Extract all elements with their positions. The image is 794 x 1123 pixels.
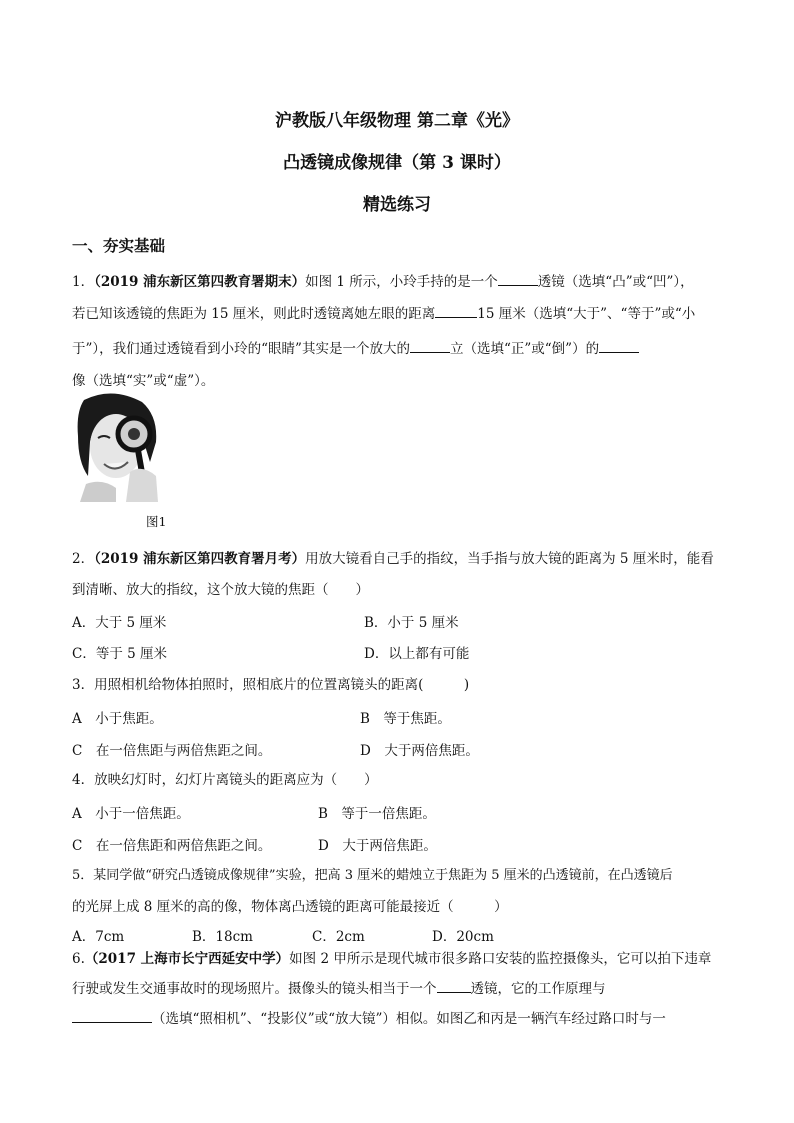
figure-1-photo	[72, 392, 170, 502]
question-6-line-1	[72, 949, 732, 969]
question-3-stem: 3．用照相机给物体拍照时，照相底片的位置离镜头的距离( )	[72, 677, 470, 693]
option-b[interactable]: B．18cm	[192, 929, 253, 945]
question-text: 如图 1 所示，小玲手持的是一个	[305, 274, 498, 290]
question-2-line-2: 到清晰、放大的指纹，这个放大镜的焦距（ ）	[72, 582, 369, 598]
option-a[interactable]: A．大于 5 厘米	[72, 615, 167, 631]
question-text: 立（选填“正”或“倒”）的	[449, 341, 600, 357]
answer-blank[interactable]	[437, 978, 471, 993]
question-text: 于”），我们通过透镜看到小玲的“眼睛”其实是一个放大的	[72, 341, 410, 357]
question-text: 用放大镜看自己手的指纹，当手指与放大镜的距离为 5 厘米时，能看	[305, 551, 714, 567]
option-c[interactable]: C．等于 5 厘米	[72, 646, 168, 662]
option-b[interactable]: B 等于一倍焦距。	[318, 806, 436, 822]
option-c[interactable]: C 在一倍焦距与两倍焦距之间。	[72, 743, 272, 759]
question-text: 透镜（选填“凸”或“凹”），	[537, 274, 694, 290]
question-5-line-1: 5．某同学做“研究凸透镜成像规律”实验，把高 3 厘米的蜡烛立于焦距为 5 厘米的凸透镜前，在凸透镜后	[72, 868, 673, 883]
question-source: （2017 上海市长宁西延安中学）	[84, 951, 290, 967]
question-text: 如图 2 甲所示是现代城市很多路口安装的监控摄像头，它可以拍下违章	[289, 951, 712, 967]
question-source: （2019 浦东新区第四教育署月考）	[94, 551, 306, 567]
answer-blank[interactable]	[435, 303, 477, 318]
question-1-line-3	[72, 338, 732, 359]
question-number: 2．	[72, 551, 95, 567]
answer-blank[interactable]	[72, 1008, 152, 1023]
question-text: 行驶或发生交通事故时的现场照片。摄像头的镜头相当于一个	[72, 981, 437, 997]
option-a[interactable]: A 小于一倍焦距。	[72, 806, 190, 822]
answer-blank[interactable]	[498, 271, 538, 286]
option-d[interactable]: D 大于两倍焦距。	[318, 838, 437, 854]
option-c[interactable]: C．2cm	[312, 929, 365, 945]
page-section-title: 精选练习	[363, 195, 431, 215]
question-2-line-1	[72, 549, 732, 569]
option-b[interactable]: B 等于焦距。	[360, 711, 451, 727]
option-d[interactable]: D．以上都有可能	[364, 646, 470, 662]
page-title: 沪教版八年级物理 第二章《光》	[275, 111, 519, 131]
option-d[interactable]: D．20cm	[432, 929, 494, 945]
question-text: 透镜，它的工作原理与	[470, 981, 606, 997]
question-6-line-2	[72, 978, 732, 999]
option-a[interactable]: A．7cm	[72, 929, 125, 945]
option-d[interactable]: D 大于两倍焦距。	[360, 743, 479, 759]
answer-blank[interactable]	[410, 338, 450, 353]
answer-blank[interactable]	[599, 338, 639, 353]
question-text: （选填“照相机”、“投影仪”或“放大镜”）相似。如图乙和丙是一辆汽车经过路口时与一	[152, 1011, 666, 1027]
question-6-line-3	[72, 1008, 732, 1029]
option-c[interactable]: C 在一倍焦距和两倍焦距之间。	[72, 838, 272, 854]
section-heading: 一、夯实基础	[72, 236, 166, 255]
question-text: 15 厘米（选填“大于”、“等于”或“小	[477, 306, 696, 322]
question-number: 1．	[72, 274, 95, 290]
question-5-line-2: 的光屏上成 8 厘米的高的像，物体离凸透镜的距离可能最接近（ ）	[72, 899, 508, 915]
question-4-stem: 4．放映幻灯时，幻灯片离镜头的距离应为（ ）	[72, 772, 378, 788]
question-1-line-2	[72, 303, 732, 324]
question-text: 若已知该透镜的焦距为 15 厘米，则此时透镜离她左眼的距离	[72, 306, 436, 322]
question-source: （2019 浦东新区第四教育署期末）	[94, 274, 306, 290]
figure-1-caption: 图1	[146, 514, 167, 529]
question-1-line-4: 像（选填“实”或“虚”）。	[72, 373, 215, 389]
question-1-line-1	[72, 271, 732, 292]
option-a[interactable]: A 小于焦距。	[72, 711, 163, 727]
question-number: 6.	[72, 951, 85, 967]
page-subtitle: 凸透镜成像规律（第 3 课时）	[283, 153, 511, 173]
option-b[interactable]: B．小于 5 厘米	[364, 615, 459, 631]
